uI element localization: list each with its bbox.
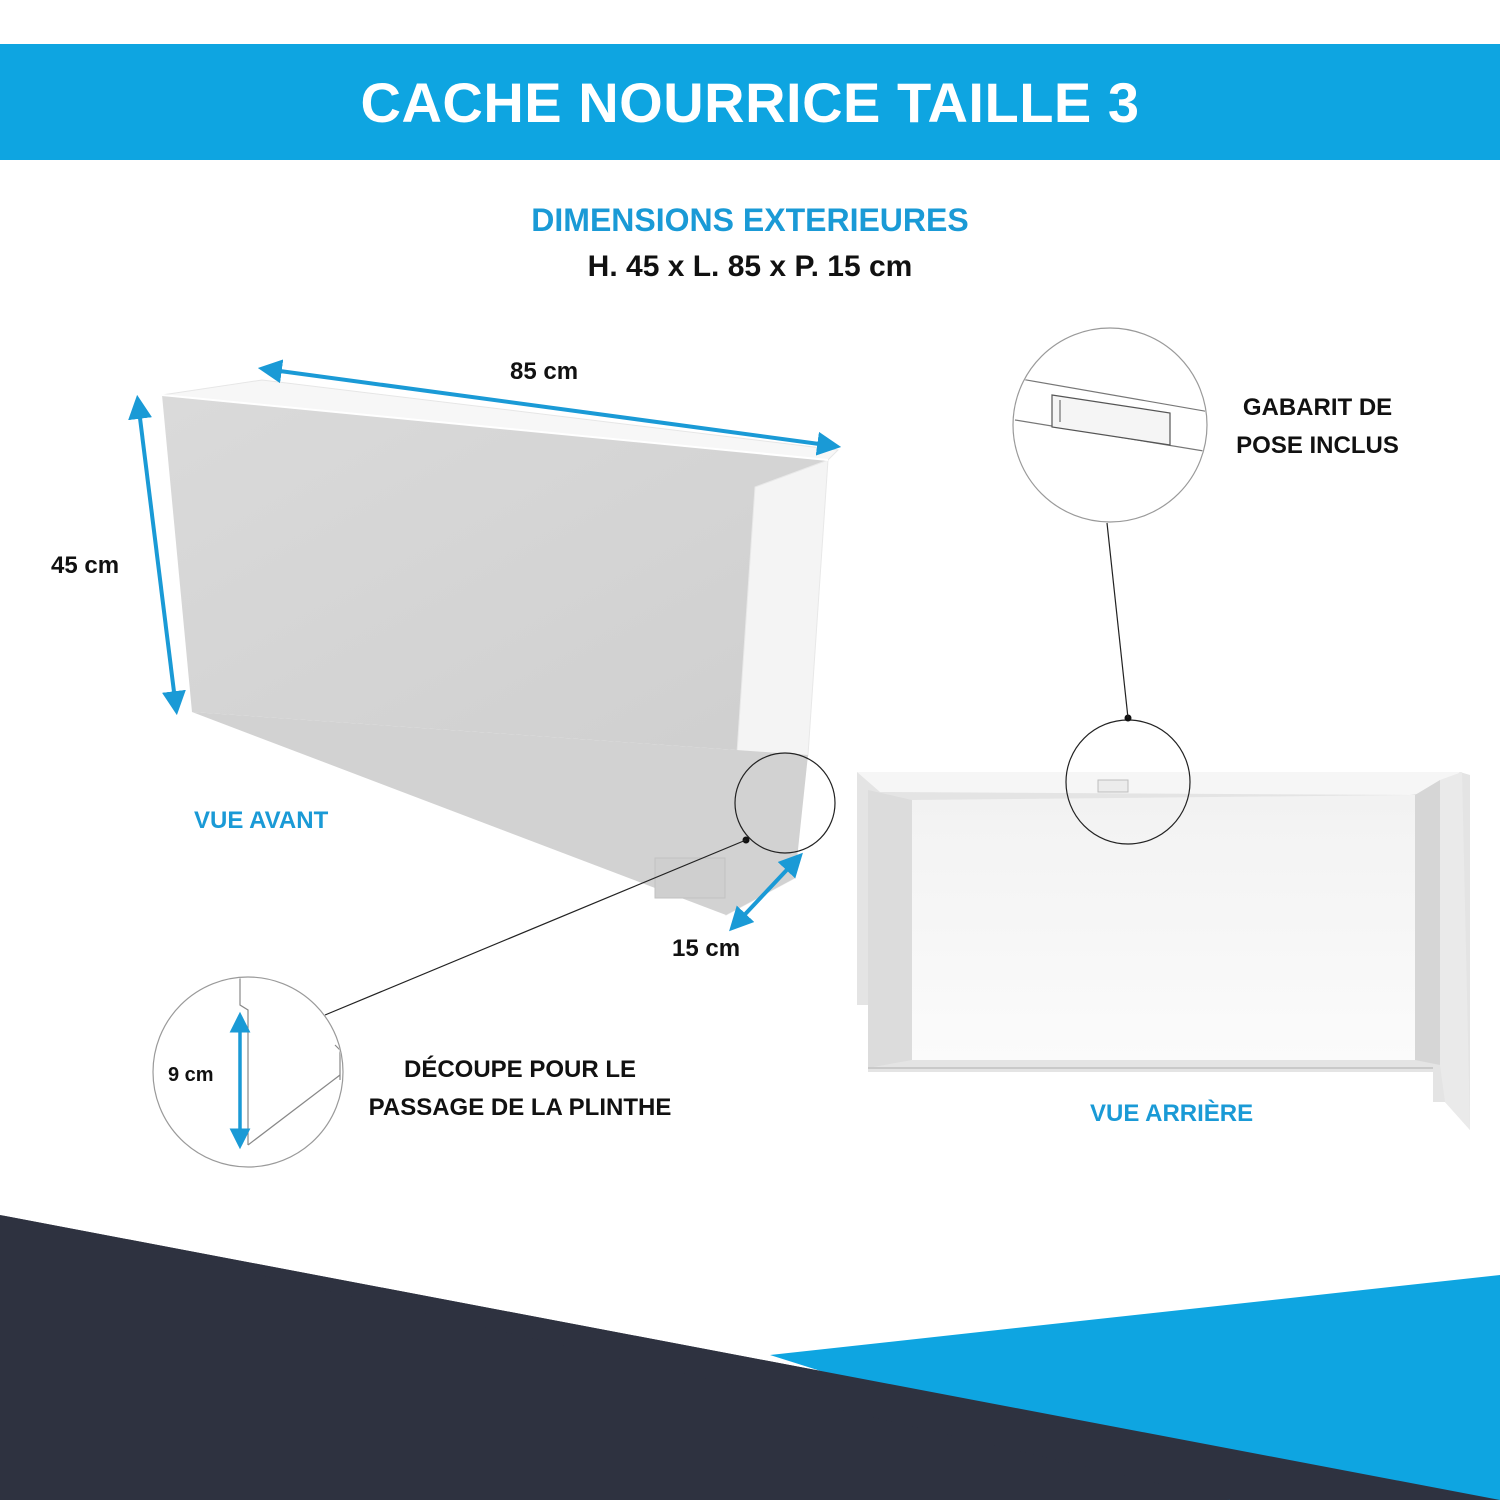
height-label: 45 cm <box>51 552 120 579</box>
dimensions-value: H. 45 x L. 85 x P. 15 cm <box>587 250 913 283</box>
cutout-caption <box>360 1056 680 1122</box>
template-caption-line1: GABARIT DE <box>1242 394 1393 421</box>
dimensions-heading: DIMENSIONS EXTERIEURES <box>531 202 969 238</box>
width-label: 85 cm <box>510 358 579 385</box>
template-caption-line2: POSE INCLUS <box>1236 432 1399 459</box>
cutout-caption-line1: DÉCOUPE POUR LE <box>403 1056 637 1083</box>
front-view-label: VUE AVANT <box>194 807 329 834</box>
cutout-height-label: 9 cm <box>168 1064 214 1086</box>
template-caption <box>1225 394 1410 460</box>
cutout-caption-line2: PASSAGE DE LA PLINTHE <box>368 1094 672 1121</box>
back-view-box <box>857 772 1470 1130</box>
page-title: CACHE NOURRICE TAILLE 3 <box>360 70 1140 134</box>
template-detail-circle <box>1013 328 1210 522</box>
template-leader-line <box>1107 523 1128 718</box>
cutout-leader-line <box>325 840 746 1015</box>
back-view-label: VUE ARRIÈRE <box>1090 1100 1254 1127</box>
depth-label: 15 cm <box>672 935 741 962</box>
